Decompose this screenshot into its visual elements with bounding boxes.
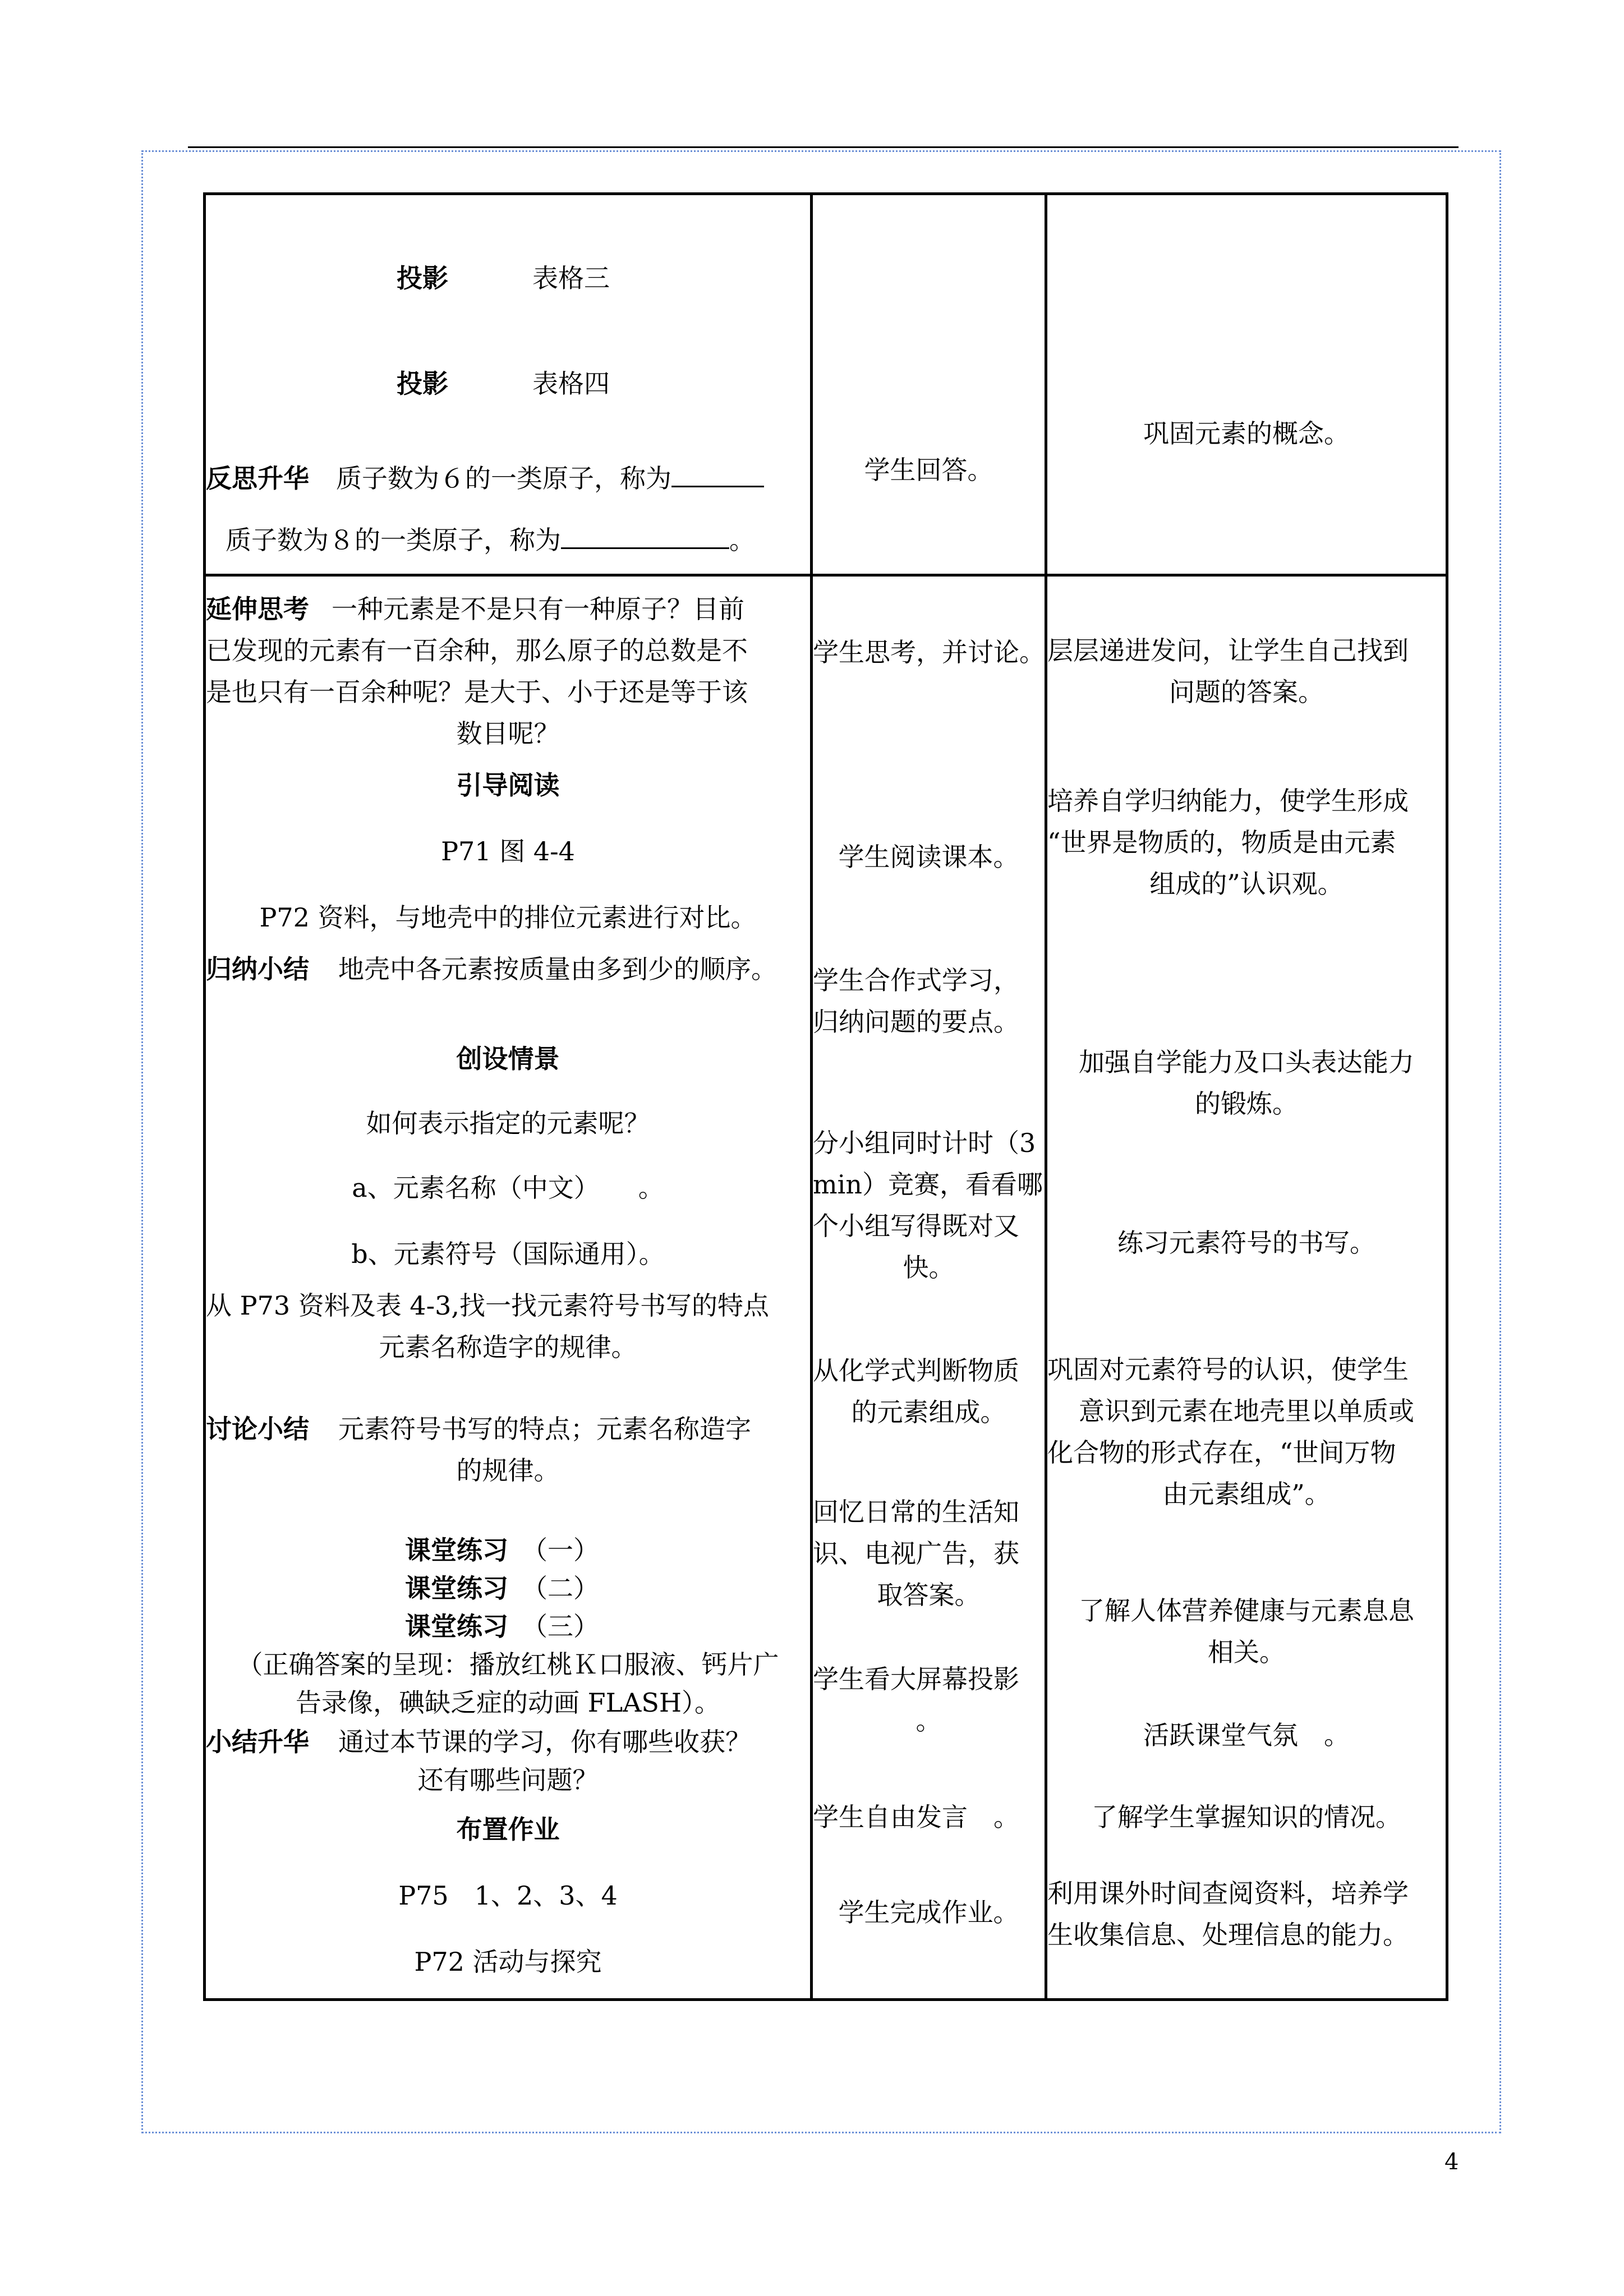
student-activity-text: min）竞赛，看看哪 — [813, 1169, 1043, 1200]
summary-label: 归纳小结 — [206, 954, 309, 984]
exercise-number: （三） — [522, 1611, 599, 1642]
reading-ref: P71 图 4-4 — [441, 836, 575, 866]
discussion-label: 讨论小结 — [206, 1414, 309, 1444]
student-activity-text: 。 — [915, 1705, 942, 1736]
wrap-text: 还有哪些问题？ — [417, 1765, 599, 1795]
projection-label: 投影 — [397, 263, 448, 293]
student-activity-text: 学生回答。 — [864, 455, 993, 485]
projection-text: 表格四 — [532, 368, 610, 399]
design-intent-text: 问题的答案。 — [1169, 677, 1324, 707]
design-intent-cell — [1046, 575, 1447, 2000]
design-intent-text: 加强自学能力及口头表达能力 — [1079, 1047, 1414, 1077]
design-intent-text: 利用课外时间查阅资料，培养学 — [1047, 1878, 1409, 1908]
student-activity-text: 从化学式判断物质 — [813, 1356, 1019, 1386]
scene-text: a、元素名称（中文） 。 — [352, 1173, 664, 1203]
wrap-line — [206, 1725, 751, 1759]
discussion-text: 的规律。 — [456, 1455, 560, 1486]
exercise-number: （一） — [522, 1535, 599, 1565]
projection-text: 表格三 — [532, 263, 610, 293]
projection-line-3 — [397, 261, 610, 295]
student-activity-text: 学生合作式学习， — [813, 965, 1019, 995]
design-intent-text: 巩固元素的概念。 — [1143, 418, 1350, 449]
design-intent-text: 的锻炼。 — [1195, 1089, 1298, 1119]
student-activity-text: 归纳问题的要点。 — [813, 1007, 1019, 1037]
design-intent-text: 了解人体营养健康与元素息息 — [1079, 1596, 1414, 1626]
design-intent-text: 活跃课堂气氛 。 — [1143, 1720, 1350, 1750]
exercise-line — [405, 1571, 599, 1605]
student-activity-text: 快。 — [903, 1252, 955, 1283]
exercise-line — [405, 1610, 599, 1643]
design-intent-text: 生收集信息、处理信息的能力。 — [1047, 1920, 1409, 1950]
scene-text: 元素名称造字的规律。 — [379, 1332, 637, 1362]
design-intent-cell — [1046, 194, 1447, 575]
reflection-label: 反思升华 — [206, 463, 309, 494]
exercise-label: 课堂练习 — [405, 1611, 508, 1642]
design-intent-text: 巩固对元素符号的认识，使学生 — [1047, 1354, 1409, 1385]
design-intent-text: 练习元素符号的书写。 — [1117, 1228, 1375, 1258]
scene-heading: 创设情景 — [456, 1044, 560, 1074]
student-activity-text: 的元素组成。 — [851, 1397, 1006, 1427]
extend-label: 延伸思考 — [206, 594, 309, 624]
design-intent-text: 组成的”认识观。 — [1149, 869, 1344, 899]
reflection-line-1 — [206, 462, 764, 495]
reflection-line-2 — [226, 523, 755, 557]
answer-note: （正确答案的呈现：播放红桃Ｋ口服液、钙片广 — [237, 1649, 779, 1680]
design-intent-text: 相关。 — [1208, 1637, 1285, 1667]
student-activity-text: 个小组写得既对又 — [813, 1211, 1019, 1241]
exercise-number: （二） — [522, 1573, 599, 1603]
extend-text: 已发现的元素有一百余种，那么原子的总数是不 — [206, 635, 748, 666]
scene-text: 从 P73 资料及表 4-3,找一找元素符号书写的特点 — [206, 1290, 770, 1321]
design-intent-text: 培养自学归纳能力，使学生形成 — [1047, 786, 1409, 816]
homework-text: P72 活动与探究 — [414, 1947, 602, 1977]
guide-read-heading: 引导阅读 — [456, 770, 560, 800]
wrap-label: 小结升华 — [206, 1727, 309, 1757]
summary-line — [206, 952, 777, 986]
design-intent-text: 由元素组成”。 — [1162, 1479, 1331, 1509]
answer-blank[interactable] — [561, 547, 729, 549]
design-intent-text: 层层递进发问，让学生自己找到 — [1047, 635, 1409, 666]
page-number: 4 — [1444, 2149, 1459, 2175]
reflection-text: 质子数为８的一类原子，称为 — [226, 525, 561, 555]
design-intent-text: “世界是物质的，物质是由元素 — [1047, 827, 1396, 857]
design-intent-text: 了解学生掌握知识的情况。 — [1092, 1802, 1401, 1832]
discussion-text: 元素符号书写的特点；元素名称造字 — [338, 1414, 751, 1444]
discussion-line — [206, 1412, 751, 1446]
scene-text: b、元素符号（国际通用）。 — [351, 1239, 665, 1269]
scene-text: 如何表示指定的元素呢？ — [366, 1108, 650, 1138]
summary-text: 地壳中各元素按质量由多到少的顺序。 — [338, 954, 777, 984]
student-activity-cell — [812, 575, 1046, 2000]
design-intent-text: 意识到元素在地壳里以单质或 — [1079, 1396, 1414, 1426]
student-activity-text: 取答案。 — [877, 1580, 981, 1610]
answer-blank[interactable] — [671, 486, 764, 487]
extend-line-1 — [206, 592, 744, 626]
lesson-plan-table — [203, 192, 1448, 2001]
student-activity-text: 学生自由发言 。 — [813, 1802, 1019, 1832]
reading-ref: P72 资料，与地壳中的排位元素进行对比。 — [259, 902, 757, 933]
student-activity-text: 学生阅读课本。 — [838, 842, 1019, 872]
student-activity-text: 分小组同时计时（3 — [813, 1128, 1036, 1158]
exercise-label: 课堂练习 — [405, 1573, 508, 1603]
student-activity-text: 学生完成作业。 — [838, 1897, 1019, 1928]
table-row — [205, 194, 1447, 575]
homework-text: P75 1、2、3、4 — [398, 1880, 618, 1911]
reflection-text: 质子数为６的一类原子，称为 — [336, 463, 671, 494]
answer-note: 告录像，碘缺乏症的动画 FLASH）。 — [296, 1688, 720, 1718]
student-activity-text: 学生看大屏幕投影 — [813, 1664, 1019, 1694]
teacher-activity-cell — [205, 194, 812, 575]
teacher-activity-cell — [205, 575, 812, 2000]
extend-text: 一种元素是不是只有一种原子？目前 — [332, 594, 744, 624]
period: 。 — [729, 525, 755, 555]
student-activity-cell — [812, 194, 1046, 575]
student-activity-text: 学生思考，并讨论。 — [813, 637, 1045, 667]
extend-text: 是也只有一百余种呢？是大于、小于还是等于该 — [206, 677, 748, 707]
exercise-label: 课堂练习 — [405, 1535, 508, 1565]
projection-label: 投影 — [397, 368, 448, 399]
header-rule — [188, 146, 1459, 148]
student-activity-text: 回忆日常的生活知 — [813, 1497, 1019, 1527]
extend-text: 数目呢？ — [456, 718, 560, 749]
homework-heading: 布置作业 — [456, 1814, 560, 1845]
table-row — [205, 575, 1447, 2000]
student-activity-text: 识、电视广告，获 — [813, 1538, 1019, 1569]
exercise-line — [405, 1533, 599, 1567]
projection-line-4 — [397, 367, 610, 400]
design-intent-text: 化合物的形式存在，“世间万物 — [1047, 1437, 1396, 1468]
wrap-text: 通过本节课的学习，你有哪些收获？ — [338, 1727, 751, 1757]
